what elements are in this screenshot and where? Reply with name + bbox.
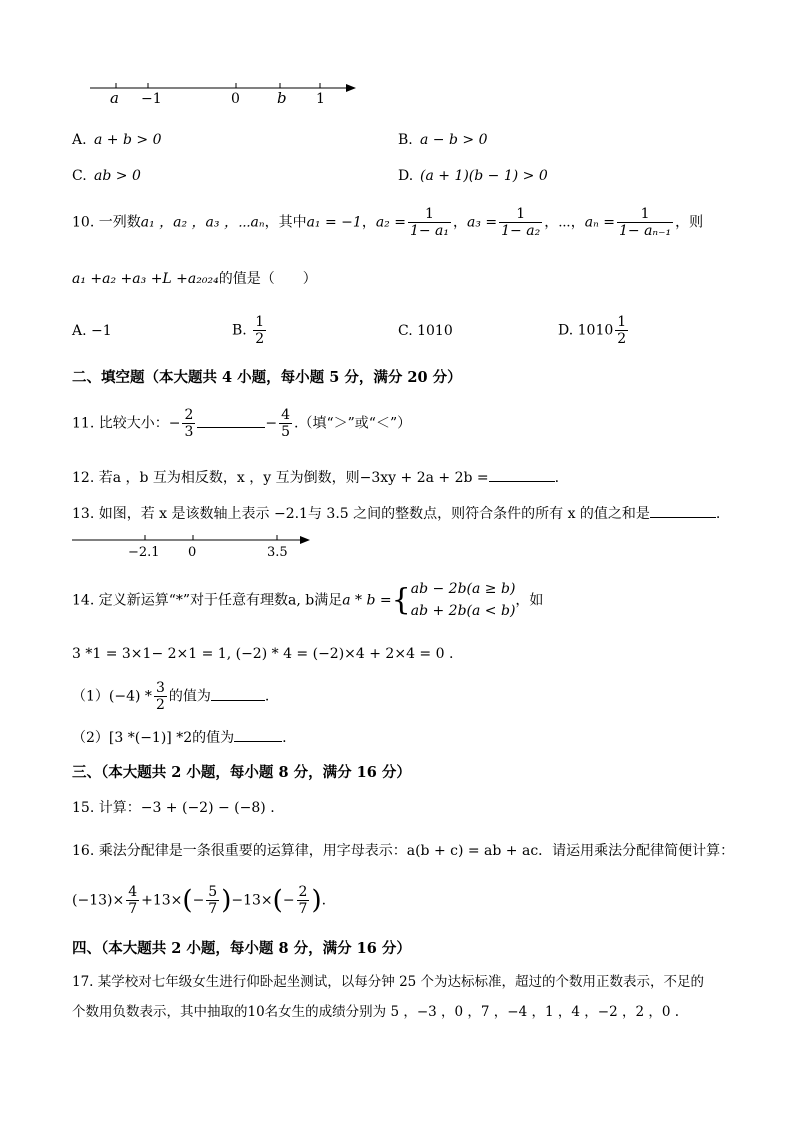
q9-option-d-label: D. [398,168,414,184]
q10-sum: a₁ +a₂ +a₃ +L +a₂₀₂₄ [72,271,219,287]
question-13: 13. 如图，若 x 是该数轴上表示 −2.1与 3.5 之间的整数点，则符合条件的所有 x 的值之和是 . [72,506,721,522]
q9-option-c-label: C. [72,168,87,184]
q9-option-a-label: A. [72,132,87,148]
q9-option-b: a − b > 0 [420,132,488,148]
q10-a1: a₁ = −1 [306,214,362,231]
q14-part1-blank[interactable] [211,699,265,701]
q14-part-1: （1）(−4) * $\frac{3}{2}$ 的值为 . [72,680,270,714]
numline2-label-0: 0 [188,545,197,560]
q10-an-lhs: aₙ = [584,214,615,231]
q10-text1: 一列数 [98,214,141,231]
section-3-heading: 三、（本大题共 2 小题，每小题 8 分，满分 16 分） [72,764,411,781]
q9-option-b-label: B. [398,132,413,148]
numline1-label-1: 1 [316,91,325,107]
q14-example: 3 *1 = 3×1− 2×1 = 1, (−2) * 4 = (−2)×4 + 2×4 = 0 . [72,646,454,662]
q14-part-2: （2）[3 *(−1)] *2的值为 . [72,730,287,746]
q9-option-c: ab > 0 [94,168,141,184]
q10-text2: ，其中 [264,214,307,231]
q12-answer-blank[interactable] [489,480,555,482]
q10-ask: 的值是（ ） [218,271,317,287]
q10-option-b: B. $\frac{1}{2}$ [232,314,265,348]
question-11: 11. 比较大小：− $\frac{2}{3}$ − $\frac{4}{5}$ .（填“＞”或“＜”） [72,407,412,441]
q10-option-c: C. 1010 [398,323,453,339]
section-2-heading: 二、填空题（本大题共 4 小题，每小题 5 分，满分 20 分） [72,369,462,386]
question-16: 16. 乘法分配律是一条很重要的运算律，用字母表示：a(b + c) = ab + ac．请运用乘法分配律简便计算： [72,843,735,859]
q10-a2-lhs: a₂ = [375,214,406,231]
q10-number: 10. [72,214,95,231]
numline1-label-a: a [110,89,119,107]
q10-an-fraction: $\frac{1}{\text{1− aₙ₋₁}}$ [619,206,672,240]
q10-line2 [72,272,317,286]
q14-case1: ab − 2b(a ≥ b) [410,581,516,597]
question-14: 14. 定义新运算“*”对于任意有理数a, b满足a * b ={ ab − 2b(a ≥ b) ab + 2b(a < b) ，如 [72,578,543,623]
numline1-label-b: b [277,89,287,107]
question-12: 12. 若a ，b 互为相反数，x ，y 互为倒数，则−3xy + 2a + 2b = . [72,470,560,486]
q10-option-d: D. 1010 $\frac{1}{2}$ [558,314,627,348]
q10-dots: ，⋯， [544,214,585,231]
q10-then: ，则 [675,214,704,231]
q14-lhs: a * b = [342,592,392,609]
numline1-label-neg1: −1 [141,91,162,107]
question-10: 10. 一列数a₁ ，a₂ ，a₃ ，⋯aₙ，其中a₁ = −1，a₂ = $\frac{1}{\text{1− a₁}}$ ，a₃ = $\frac{1}{\text{1− a₂}}$ ，⋯，aₙ = $\frac{1}{\text{1− aₙ₋₁}}$ ，则 [72,206,704,240]
numline1-label-0: 0 [231,91,240,107]
q14-part2-blank[interactable] [234,740,282,742]
section-4-heading: 四、（本大题共 2 小题，每小题 8 分，满分 16 分） [72,940,411,957]
question-15: 15. 计算：−3 + (−2) − (−8) . [72,800,275,816]
q10-a3-lhs: a₃ = [467,214,498,231]
question-17: 17. 某学校对七年级女生进行仰卧起坐测试，以每分钟 25 个为达标标准，超过的个数用正数表示，不足的 [72,974,705,990]
q14-case2: ab + 2b(a < b) [410,603,516,620]
q9-option-d: (a + 1)(b − 1) > 0 [420,168,548,184]
q16-expression: (−13)× $\frac{4}{7}$ +13×(− $\frac{5}{7}$ )−13×(− $\frac{2}{7}$ ). [72,884,327,918]
q10-option-a: A. −1 [72,323,112,339]
q10-sequence: a₁ ，a₂ ，a₃ ，⋯aₙ [140,214,265,231]
q9-option-a: a + b > 0 [94,132,162,148]
q11-answer-blank[interactable] [197,426,265,428]
q17-line2: 个数用负数表示，其中抽取的10名女生的成绩分别为 5 ，−3 ，0 ，7 ，−4 ，1 ，4 ，−2 ，2 ，0 . [72,1004,679,1020]
q13-answer-blank[interactable] [650,516,716,518]
numline2-label-neg2-1: −2.1 [128,545,160,560]
q10-a3-fraction: $\frac{1}{\text{1− a₂}}$ [501,206,541,240]
q10-a2-fraction: $\frac{1}{\text{1− a₁}}$ [409,206,449,240]
numline2-label-3-5: 3.5 [267,545,288,560]
